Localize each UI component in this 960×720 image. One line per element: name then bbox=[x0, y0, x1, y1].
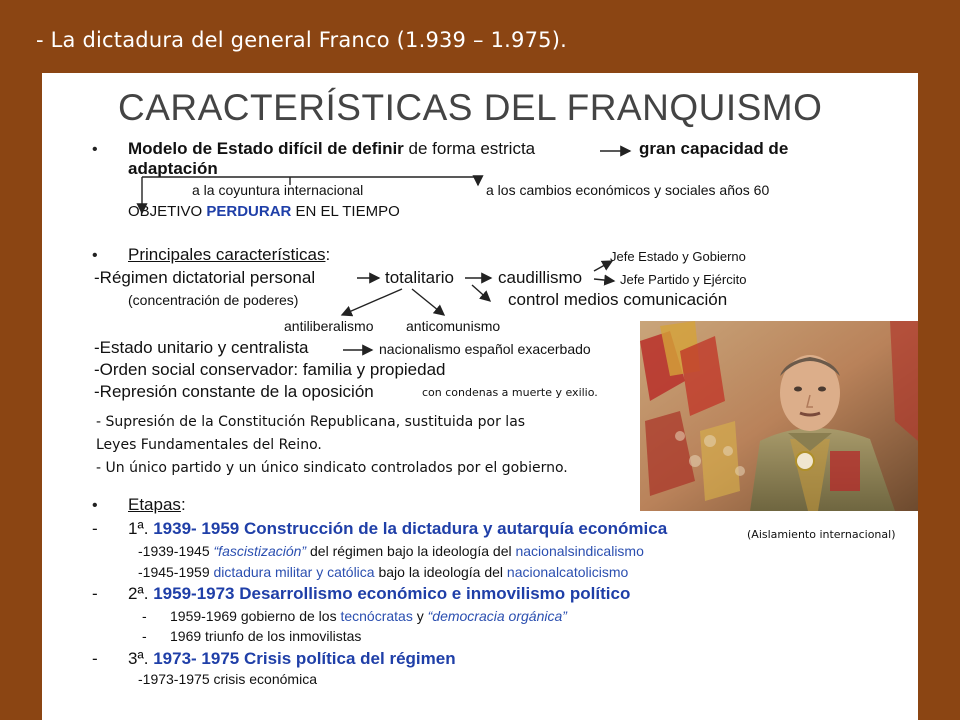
supresion-line1: - Supresión de la Constitución Republicana, sustituida por las bbox=[96, 414, 526, 430]
estado-unitario-label: -Estado unitario y centralista bbox=[94, 338, 309, 357]
etapa2-sub-b: 1969 triunfo de los inmovilistas bbox=[170, 628, 362, 644]
etapa2-a-blue: tecnócratas bbox=[340, 608, 413, 624]
tiempo-label: EN EL TIEMPO bbox=[295, 203, 400, 220]
etapa3-dash: - bbox=[92, 649, 98, 668]
etapa1-a-years: -1939-1945 bbox=[138, 543, 214, 559]
principales-title: Principales características bbox=[128, 245, 326, 264]
etapa2-dash-a: - bbox=[142, 608, 147, 624]
supresion-line2: Leyes Fundamentales del Reino. bbox=[96, 437, 322, 453]
etapa2-dash-b: - bbox=[142, 628, 147, 644]
slide-title: - La dictadura del general Franco (1.939 – 1.975). bbox=[36, 28, 567, 52]
regimen-label: -Régimen dictatorial personal bbox=[94, 268, 316, 287]
modelo-normal: de forma estricta bbox=[403, 139, 536, 158]
etapa2-num: 2ª. bbox=[128, 584, 149, 603]
etapa2-dash: - bbox=[92, 584, 98, 603]
bullet-marker: • bbox=[92, 497, 98, 514]
jefe-partido-label: Jefe Partido y Ejército bbox=[620, 272, 747, 287]
nacionalismo-label: nacionalismo español exacerbado bbox=[379, 341, 591, 357]
etapa1-b-mid: bajo la ideología del bbox=[374, 564, 507, 580]
aislamiento-label: (Aislamiento internacional) bbox=[747, 528, 896, 541]
etapa1-a-mid: del régimen bajo la ideología del bbox=[306, 543, 516, 559]
etapa1-b-blue: dictadura militar y católica bbox=[213, 564, 375, 580]
objetivo-label: OBJETIVO bbox=[128, 203, 203, 220]
jefe-estado-label: Jefe Estado y Gobierno bbox=[610, 249, 746, 264]
etapas-title: Etapas bbox=[128, 495, 181, 514]
perdurar-label: PERDURAR bbox=[206, 203, 292, 220]
condenas-note: con condenas a muerte y exilio. bbox=[422, 386, 598, 399]
modelo-adaptacion: adaptación bbox=[128, 159, 218, 178]
orden-social-label: -Orden social conservador: familia y propiedad bbox=[94, 360, 446, 379]
etapa1-num: 1ª. bbox=[128, 519, 149, 538]
content-panel bbox=[42, 73, 918, 720]
principales-colon: : bbox=[325, 245, 331, 264]
modelo-sub-right: a los cambios económicos y sociales años 60 bbox=[486, 182, 770, 198]
partido-unico-line: - Un único partido y un único sindicato controlados por el gobierno. bbox=[96, 460, 568, 476]
concentracion-label: (concentración de poderes) bbox=[128, 292, 299, 308]
etapa2-a-quote: “democracia orgánica” bbox=[427, 608, 567, 624]
bullet-marker: • bbox=[92, 141, 98, 158]
caudillismo-label: caudillismo bbox=[498, 268, 583, 287]
diagram-arrows bbox=[42, 73, 918, 720]
etapa1-dash: - bbox=[92, 519, 98, 538]
etapa3-num: 3ª. bbox=[128, 649, 149, 668]
etapa1-b-ideology: nacionalcatolicismo bbox=[506, 564, 629, 580]
etapas-colon: : bbox=[180, 495, 186, 514]
antiliberalismo-label: antiliberalismo bbox=[284, 318, 374, 334]
etapa1-a-ideology: nacionalsindicalismo bbox=[515, 543, 644, 559]
represion-label: -Represión constante de la oposición bbox=[94, 382, 374, 401]
etapa2-a-pre: 1959-1969 gobierno de los bbox=[170, 608, 341, 624]
totalitario-label: totalitario bbox=[385, 268, 454, 287]
modelo-bold: Modelo de Estado difícil de definir bbox=[128, 139, 404, 158]
anticomunismo-label: anticomunismo bbox=[406, 318, 501, 334]
page-heading: CARACTERÍSTICAS DEL FRANQUISMO bbox=[118, 87, 823, 128]
etapa1-b-years: -1945-1959 bbox=[138, 564, 214, 580]
etapa1-a-quote: “fascistización” bbox=[213, 543, 307, 559]
modelo-capacidad: gran capacidad de bbox=[639, 139, 789, 158]
etapa2-a-mid: y bbox=[412, 608, 428, 624]
etapa2-title: 1959-1973 Desarrollismo económico e inmovilismo político bbox=[153, 584, 631, 603]
modelo-sub-left: a la coyuntura internacional bbox=[192, 182, 364, 198]
bullet-marker: • bbox=[92, 247, 98, 264]
control-label: control medios comunicación bbox=[508, 290, 728, 309]
etapa1-title: 1939- 1959 Construcción de la dictadura y autarquía económica bbox=[153, 519, 668, 538]
etapa3-title: 1973- 1975 Crisis política del régimen bbox=[153, 649, 456, 668]
etapa3-sub-a: -1973-1975 crisis económica bbox=[138, 671, 317, 687]
